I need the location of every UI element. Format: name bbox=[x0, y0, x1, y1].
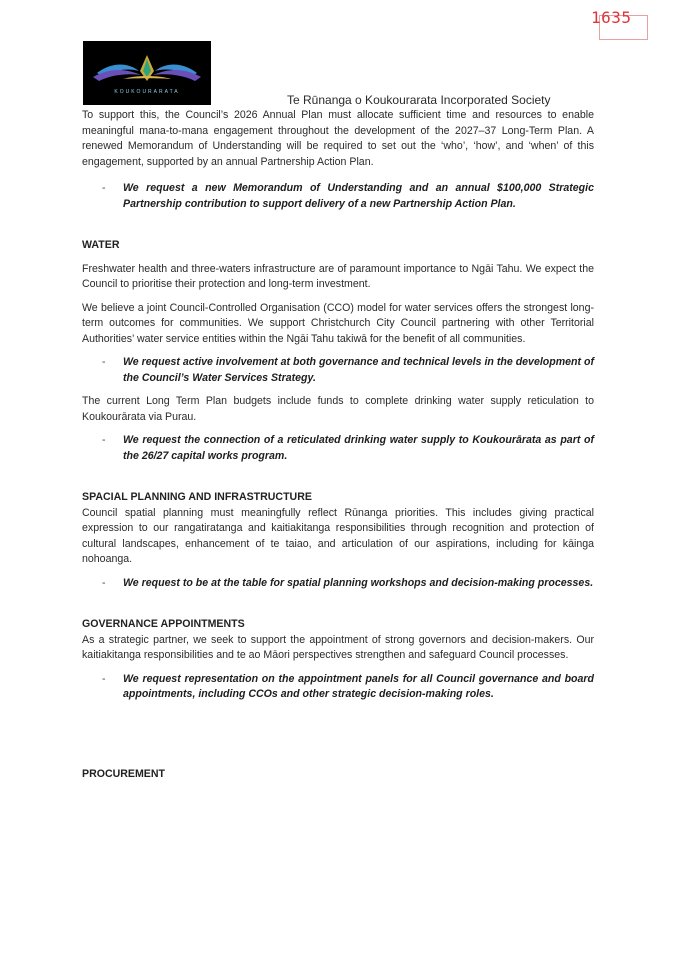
water-paragraph-1: Freshwater health and three-waters infrastructure are of paramount importance to Ngāi Tahu. We expect the Council to prioritise their protection and long-term investment. bbox=[82, 262, 594, 290]
water-paragraph-3: The current Long Term Plan budgets include funds to complete drinking water supply reticulation to Koukourārata via Purau. bbox=[82, 395, 594, 423]
stamp-number: 1635 bbox=[591, 8, 632, 27]
water-request-1-text: We request active involvement at both governance and technical levels in the development of the Council’s Water Services Strategy. bbox=[123, 356, 594, 384]
governance-paragraph: As a strategic partner, we seek to support the appointment of strong governors and decision-makers. Our kaitiakitanga responsibilities and te ao Māori perspectives strengthen and safeguard Council processes. bbox=[82, 633, 594, 661]
spatial-request bbox=[82, 576, 594, 592]
water-paragraph-2: We believe a joint Council-Controlled Organisation (CCO) model for water services offers the strongest long-term outcomes for communities. We support Christchurch City Council partnering with other Territorial Authorities’ water service entities within the Ngāi Tahu takiwā for the benefit of all communities. bbox=[82, 301, 594, 345]
intro-request-text: We request a new Memorandum of Understanding and an annual $100,000 Strategic Partnership contribution to support delivery of a new Partnership Action Plan. bbox=[123, 182, 594, 210]
logo-wordmark: KOUKOURARATA bbox=[114, 89, 180, 95]
logo-graphic bbox=[83, 41, 211, 105]
procurement-heading: PROCUREMENT bbox=[82, 767, 165, 780]
governance-request-text: We request representation on the appointment panels for all Council governance and board appointments, including CCOs and other strategic decision-making roles. bbox=[123, 672, 594, 700]
water-heading: WATER bbox=[82, 239, 120, 251]
bullet-dash: - bbox=[102, 434, 106, 446]
spatial-heading: SPACIAL PLANNING AND INFRASTRUCTURE bbox=[82, 491, 312, 503]
document-body bbox=[82, 108, 594, 782]
water-request-2 bbox=[82, 433, 594, 464]
governance-heading: GOVERNANCE APPOINTMENTS bbox=[82, 618, 245, 630]
runanga-logo bbox=[83, 41, 211, 105]
governance-request bbox=[82, 672, 594, 703]
bullet-dash: - bbox=[102, 182, 106, 194]
water-request-2-text: We request the connection of a reticulated drinking water supply to Koukourārata as part of the 26/27 capital works program. bbox=[123, 434, 594, 462]
bullet-dash: - bbox=[102, 576, 106, 589]
bullet-dash: - bbox=[102, 672, 106, 685]
water-request-1 bbox=[82, 355, 594, 386]
intro-paragraph: To support this, the Council’s 2026 Annual Plan must allocate sufficient time and resources to enable meaningful mana-to-mana engagement throughout the development of the 2027–37 Long-Term Plan. A renewed Memorandum of Understanding will be required to set out the ‘who’, ‘how’, and ‘when’ of this engagement, supported by an annual Partnership Action Plan. bbox=[82, 109, 594, 168]
bullet-dash: - bbox=[102, 356, 106, 368]
intro-request bbox=[82, 181, 594, 212]
organisation-name: Te Rūnanga o Koukourarata Incorporated Society bbox=[287, 93, 551, 107]
spatial-paragraph: Council spatial planning must meaningfully reflect Rūnanga priorities. This includes giving practical expression to our rangatiratanga and kaitiakitanga responsibilities through recognition and protection of cultural landscapes, enhancement of te taiao, and articulation of our aspirations, including for kāinga nohoanga. bbox=[82, 506, 594, 565]
spatial-request-text: We request to be at the table for spatial planning workshops and decision-making processes. bbox=[123, 576, 594, 589]
